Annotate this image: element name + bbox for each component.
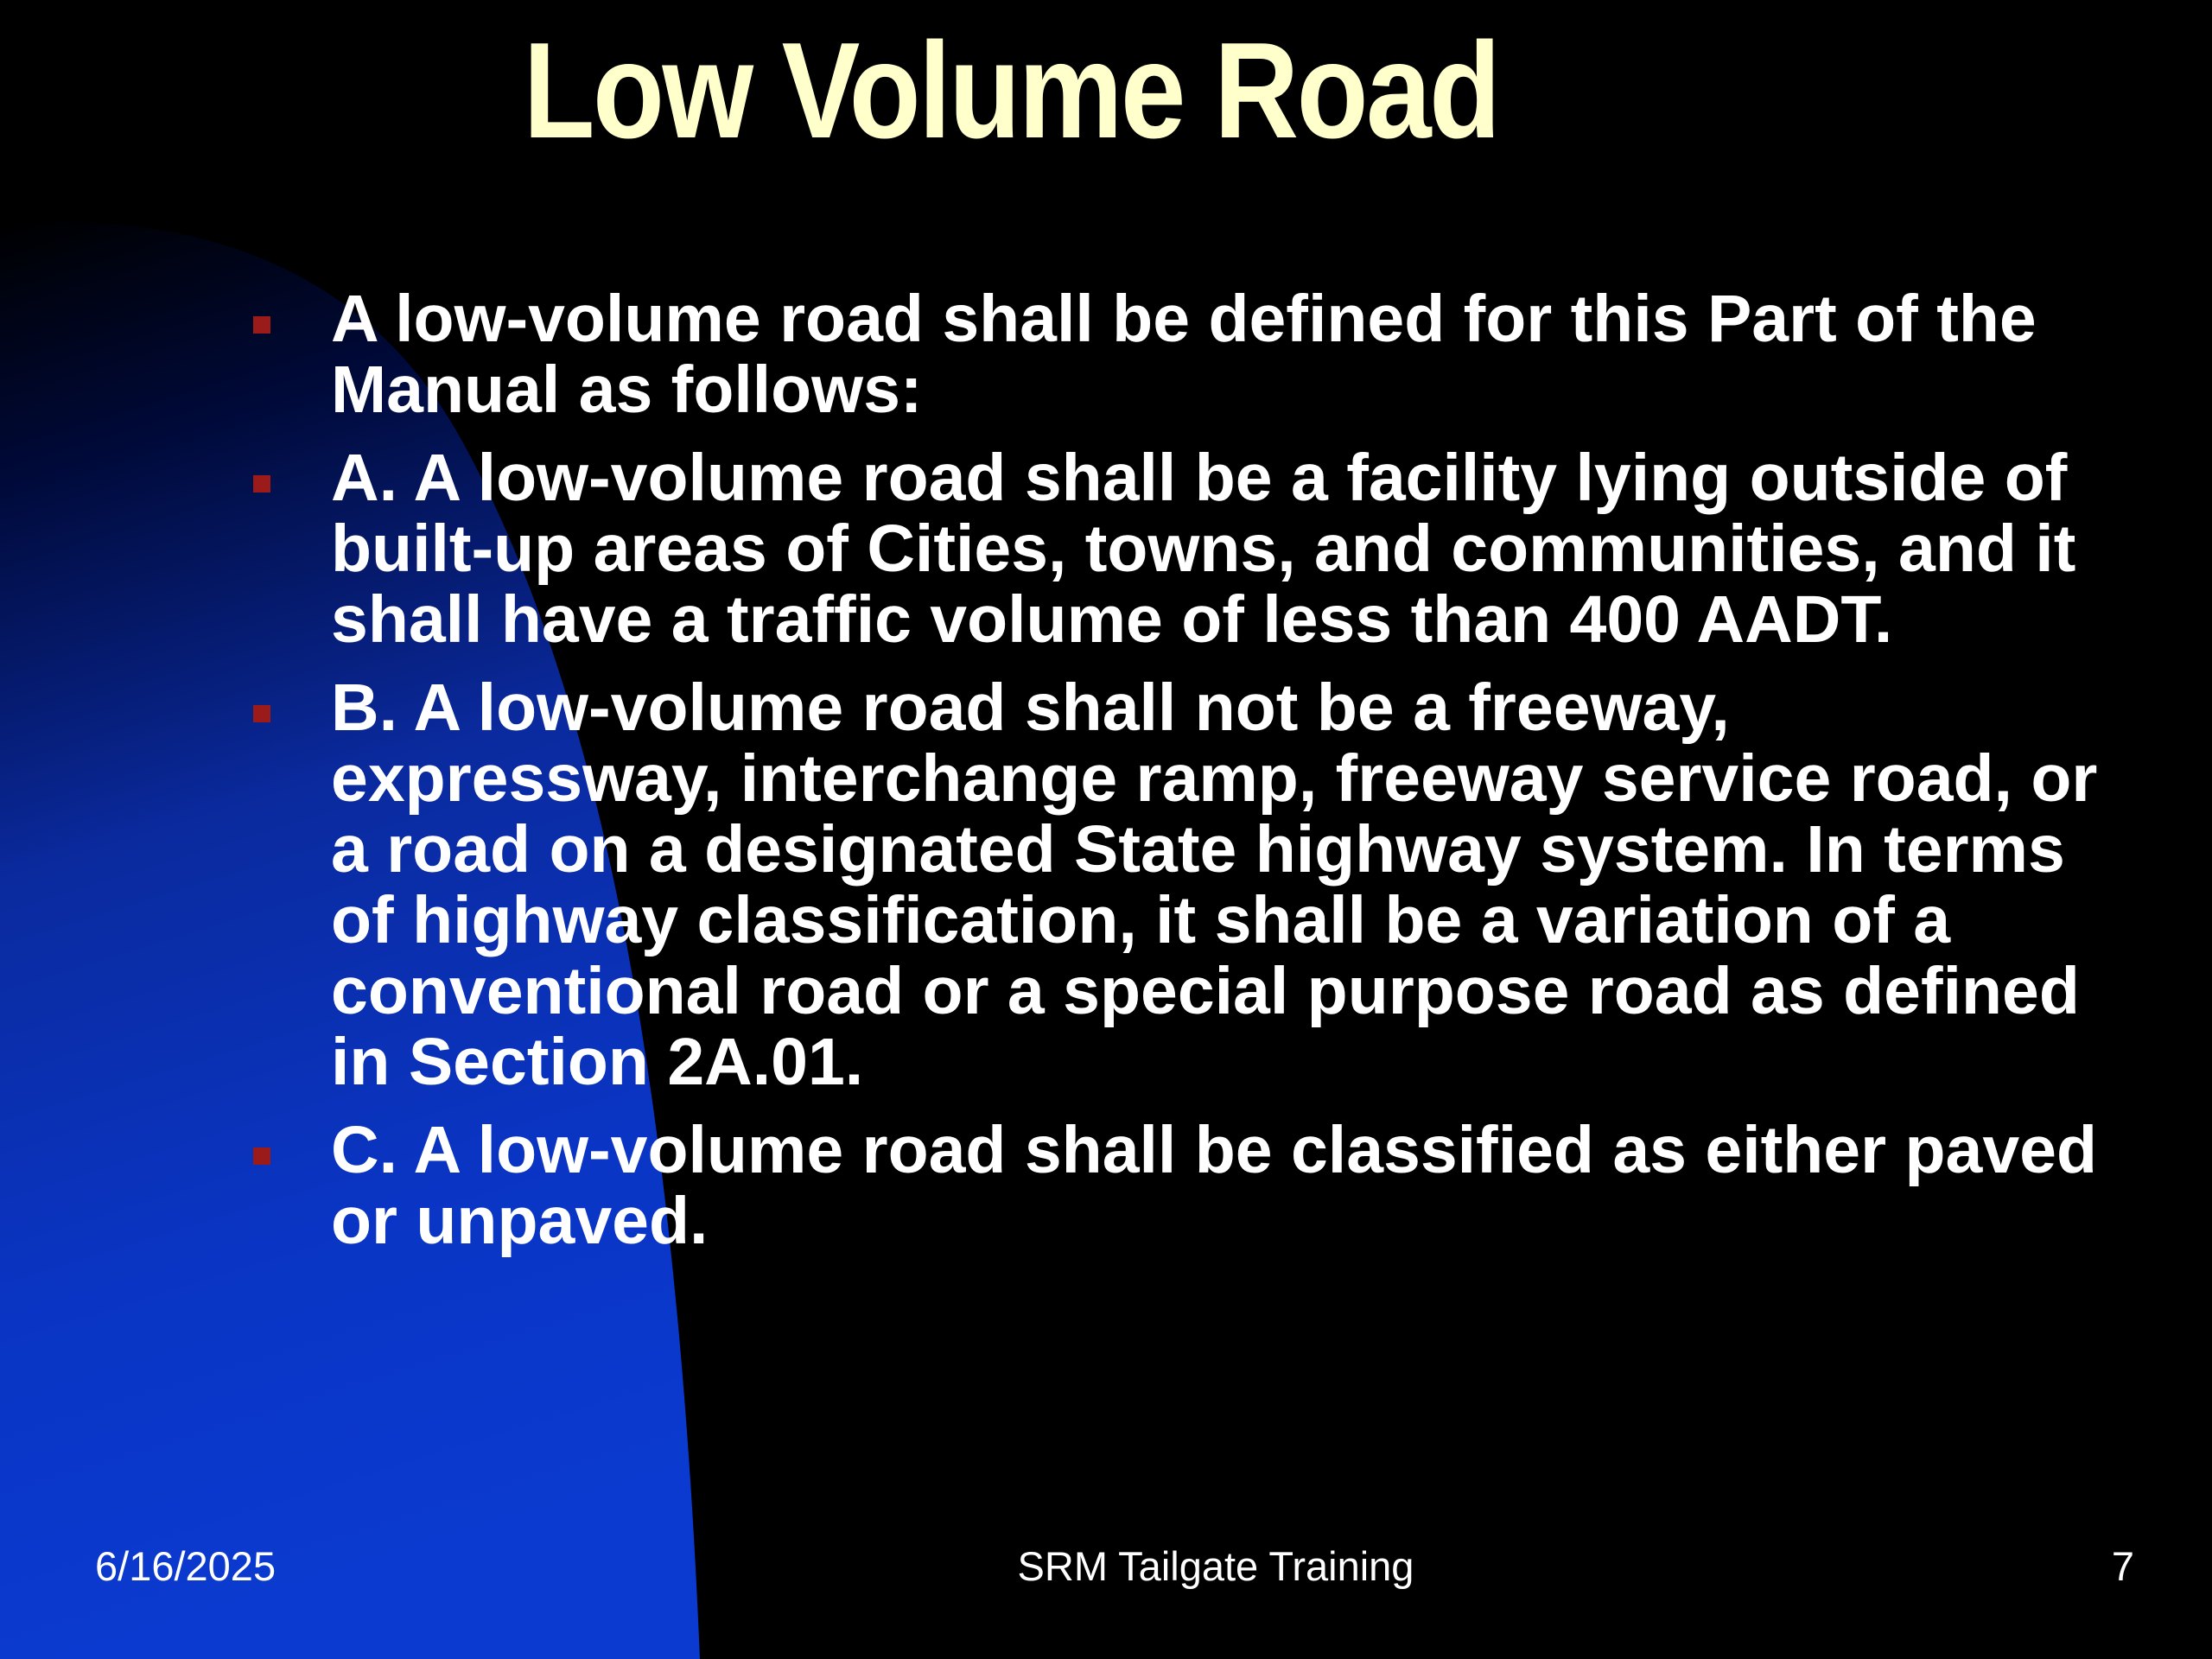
bullet-text: A. A low-volume road shall be a facility lying outside of built-up areas of Cities, towns, and communities, and it shall have a traffic volume of less than 400 AADT.: [331, 441, 2076, 657]
bullet-item: [331, 283, 2111, 425]
bullet-text: C. A low-volume road shall be classified as either paved or unpaved.: [331, 1113, 2097, 1258]
bullet-item: [331, 1115, 2111, 1256]
bullet-item: [331, 672, 2111, 1097]
square-bullet-icon: [253, 1147, 270, 1165]
square-bullet-icon: [253, 316, 270, 334]
page-number: 7: [2111, 1543, 2134, 1589]
bullet-text: B. A low-volume road shall not be a freeway, expressway, interchange ramp, freeway service road, or a road on a designated State highway system. In terms of highway classification, it shall be a variation of a conventional road or a special purpose road as defined in Section 2A.01.: [331, 671, 2098, 1099]
slide-title: Low Volume Road: [523, 15, 1499, 167]
square-bullet-icon: [253, 705, 270, 722]
footer-title: SRM Tailgate Training: [1017, 1543, 1414, 1589]
bullet-list: [331, 283, 2111, 1274]
bullet-text: A low-volume road shall be defined for this Part of the Manual as follows:: [331, 282, 2037, 427]
bullet-item: [331, 442, 2111, 655]
footer-date: 6/16/2025: [95, 1543, 276, 1589]
square-bullet-icon: [253, 475, 270, 493]
